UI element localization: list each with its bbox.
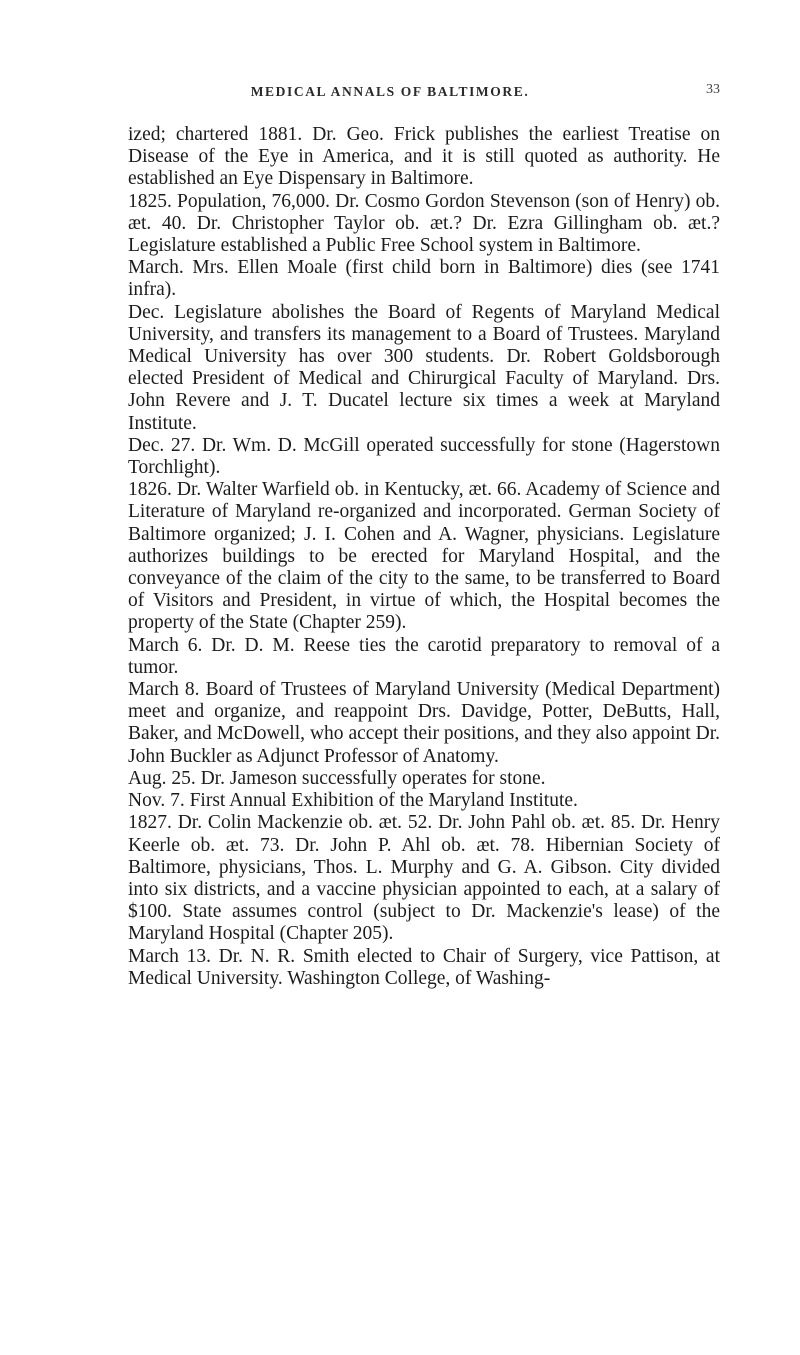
paragraph-4: Dec. Legislature abolishes the Board of Regents of Maryland Medical University, and transfers its management to a Board of Trustees. Maryland Medical University has over 300 students. Dr. Robert Goldsborough elected President of Medical and Chirurgical Faculty of Maryland. Drs. John Revere and J. T. Ducatel lecture six times a week at Maryland Institute. bbox=[128, 301, 720, 434]
running-title: MEDICAL ANNALS OF BALTIMORE. bbox=[250, 84, 530, 99]
paragraph-8: March 8. Board of Trustees of Maryland University (Medical Department) meet and organize, and reappoint Drs. Davidge, Potter, DeButts, Hall, Baker, and McDowell, who accept their positions, and they also appoint Dr. John Buckler as Adjunct Professor of Anatomy. bbox=[128, 679, 720, 767]
paragraph-12: March 13. Dr. N. R. Smith elected to Chair of Surgery, vice Pattison, at Medical University. Washington College, of Washing- bbox=[128, 945, 720, 989]
paragraph-7: March 6. Dr. D. M. Reese ties the carotid preparatory to removal of a tumor. bbox=[128, 634, 720, 678]
paragraph-2: 1825. Population, 76,000. Dr. Cosmo Gordon Stevenson (son of Henry) ob. æt. 40. Dr. Christopher Taylor ob. æt.? Dr. Ezra Gillingham ob. æt.? Legislature established a Public Free School system in Baltimore. bbox=[128, 190, 720, 257]
body-text bbox=[128, 124, 720, 990]
paragraph-3: March. Mrs. Ellen Moale (first child born in Baltimore) dies (see 1741 infra). bbox=[128, 257, 720, 301]
paragraph-6: 1826. Dr. Walter Warfield ob. in Kentucky, æt. 66. Academy of Science and Literature of Maryland re-organized and incorporated. German Society of Baltimore organized; J. I. Cohen and A. Wagner, physicians. Legislature authorizes buildings to be erected for Maryland Hospital, and the conveyance of the claim of the city to the same, to be transferred to Board of Visitors and President, in virtue of which, the Hospital becomes the property of the State (Chapter 259). bbox=[128, 479, 720, 634]
paragraph-9: Aug. 25. Dr. Jameson successfully operates for stone. bbox=[128, 767, 546, 789]
paragraph-10: Nov. 7. First Annual Exhibition of the Maryland Institute. bbox=[128, 790, 578, 812]
paragraph-1: ized; chartered 1881. Dr. Geo. Frick publishes the earliest Treatise on Disease of the Eye in America, and it is still quoted as authority. He established an Eye Dispensary in Baltimore. bbox=[128, 124, 720, 190]
page-number: 33 bbox=[706, 82, 720, 97]
paragraph-11: 1827. Dr. Colin Mackenzie ob. æt. 52. Dr. John Pahl ob. æt. 85. Dr. Henry Keerle ob. æt. 73. Dr. John P. Ahl ob. æt. 78. Hibernian Society of Baltimore, physicians, Thos. L. Murphy and G. A. Gibson. City divided into six districts, and a vaccine physician appointed to each, at a salary of $100. State assumes control (subject to Dr. Mackenzie's lease) of the Maryland Hospital (Chapter 205). bbox=[128, 812, 720, 945]
paragraph-5: Dec. 27. Dr. Wm. D. McGill operated successfully for stone (Hagerstown Torchlight). bbox=[128, 434, 720, 479]
